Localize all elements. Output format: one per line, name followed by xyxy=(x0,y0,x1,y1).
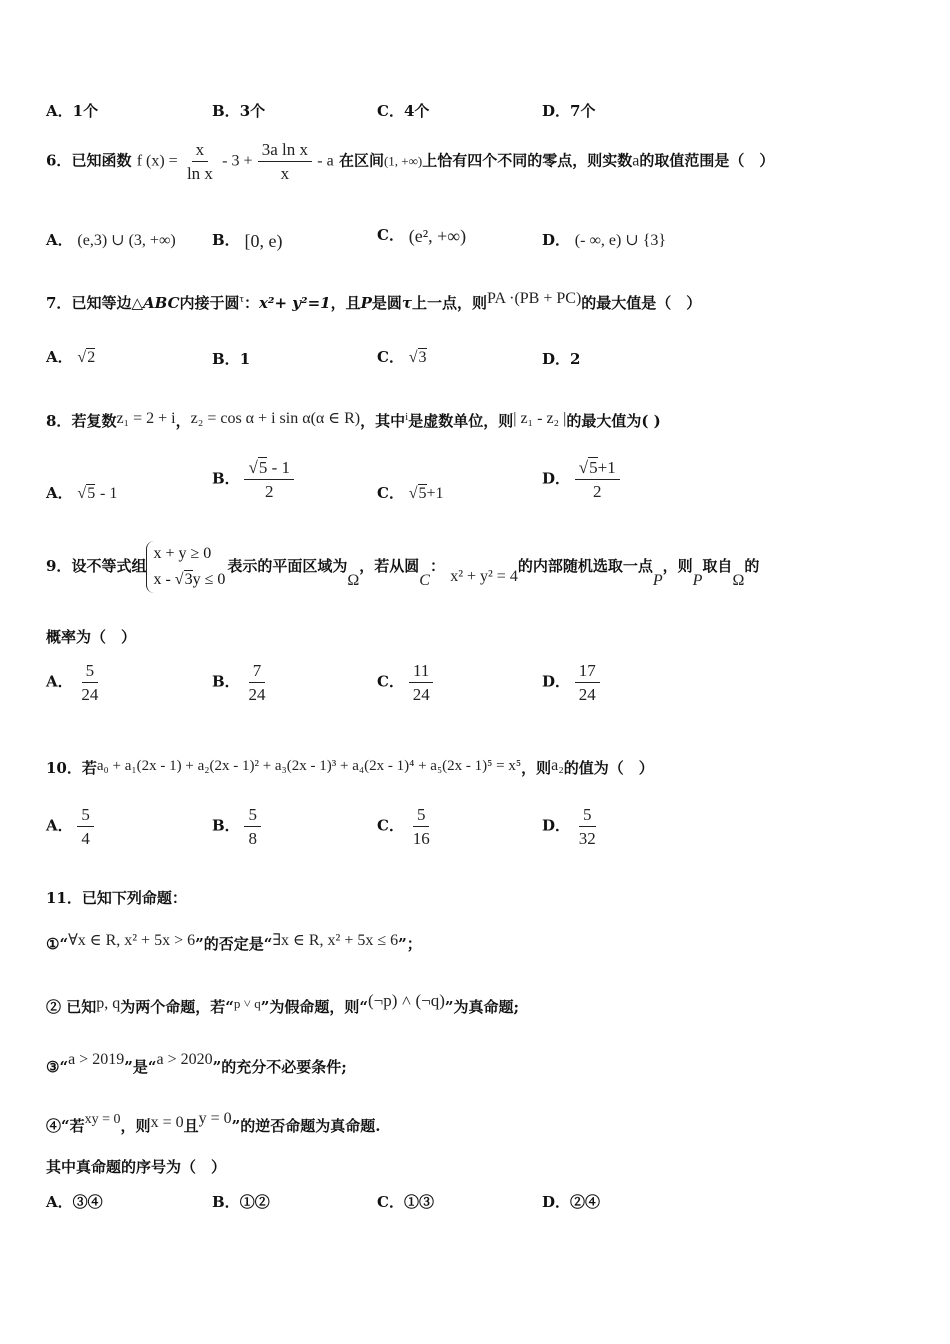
option-label: D． xyxy=(542,231,571,249)
question-11-ask xyxy=(46,1156,226,1178)
q10-option-c[interactable] xyxy=(377,805,434,848)
frac-num-tail: - 1 xyxy=(271,458,290,477)
q8-option-d[interactable] xyxy=(542,458,620,501)
option-label: A． xyxy=(46,672,73,691)
option-label: B． xyxy=(212,816,240,835)
question-text: 是圆 xyxy=(371,294,402,312)
q11-option-a[interactable] xyxy=(46,1191,103,1213)
q9-option-a[interactable] xyxy=(46,661,102,704)
option-label: C． xyxy=(377,484,404,502)
frac-den: 24 xyxy=(578,685,596,704)
math-expr: τ xyxy=(401,294,412,312)
question-text: ： xyxy=(243,294,259,312)
math-expr: z₂ = cos α + i sin α(α ∈ R) xyxy=(190,410,361,427)
question-text: 若复数 xyxy=(71,412,117,430)
fraction xyxy=(183,140,217,183)
q5-option-a[interactable] xyxy=(46,100,98,122)
q6-option-c[interactable] xyxy=(377,224,466,247)
option-text: 4个 xyxy=(403,102,430,120)
question-text: 的内部随机选取一点 xyxy=(517,557,653,575)
option-label: D． xyxy=(542,816,571,835)
frac-num: x xyxy=(192,140,209,162)
option-label: D． xyxy=(542,672,571,691)
fraction xyxy=(575,458,620,501)
question-text: 上一点，则 xyxy=(412,294,488,312)
frac-den: x xyxy=(280,164,290,183)
question-text: 表示的平面区域为 xyxy=(227,557,348,575)
q10-option-d[interactable] xyxy=(542,805,600,848)
question-number: 11． xyxy=(46,889,82,907)
q5-option-d[interactable] xyxy=(542,100,595,122)
math-expr: x²+ y²=1 xyxy=(258,294,331,312)
math-expr: f (x) = xyxy=(136,152,178,170)
frac-num: 5 xyxy=(82,661,99,683)
question-text: 的 xyxy=(744,557,760,575)
q9-option-c[interactable] xyxy=(377,661,434,704)
q7-option-b[interactable] xyxy=(212,348,250,370)
statement-text: ，则 xyxy=(120,1117,151,1135)
question-text: ： xyxy=(429,557,445,575)
math-expr: x² + y² = 4 xyxy=(450,568,518,585)
radicand: 3 xyxy=(184,571,193,588)
inequality: x + y ≥ 0 xyxy=(153,545,212,562)
sqrt: √5 xyxy=(408,485,427,502)
question-text: 在区间 xyxy=(338,151,384,170)
question-text: 上恰有四个不同的零点，则实数 xyxy=(422,151,633,170)
frac-num: 5 xyxy=(579,805,596,827)
radicand: 5 xyxy=(589,458,598,477)
math-expr: a₀ + a₁(2x - 1) + a₂(2x - 1)² + a₃(2x - 1)³ + a₄(2x - 1)⁴ + a₅(2x - 1)⁵ = x⁵ xyxy=(96,758,522,774)
option-label: A． xyxy=(46,816,73,835)
radicand: 5 xyxy=(87,485,96,502)
option-label: D． xyxy=(542,1193,571,1211)
option-text: ③④ xyxy=(72,1193,103,1211)
frac-num: 5 xyxy=(77,805,94,827)
math-expr: ∃x ∈ R, x² + 5x ≤ 6 xyxy=(272,932,399,949)
question-11 xyxy=(46,887,187,909)
inequality-system: x + y ≥ 0 x - √3y ≤ 0 xyxy=(146,541,227,593)
question-10 xyxy=(46,755,654,779)
question-number: 7． xyxy=(46,294,72,312)
math-expr: xy = 0 xyxy=(84,1112,121,1127)
math-expr: - a xyxy=(317,152,334,170)
math-expr: y = 0 xyxy=(198,1110,232,1127)
inequality: y ≤ 0 xyxy=(192,571,226,588)
frac-den: 2 xyxy=(264,482,274,501)
statement-1 xyxy=(46,930,422,955)
option-label: C． xyxy=(377,672,404,691)
option-label: C． xyxy=(377,226,404,244)
q8-option-b[interactable] xyxy=(212,458,294,501)
question-text: ，且 xyxy=(330,294,361,312)
fraction xyxy=(258,140,312,183)
math-expr: Ω xyxy=(347,572,360,589)
math-expr: Ω xyxy=(732,572,745,589)
math-expr: | z₁ - z₂ | xyxy=(513,410,567,427)
q11-option-d[interactable] xyxy=(542,1191,600,1213)
option-label: B． xyxy=(212,102,240,120)
option-label: C． xyxy=(377,816,404,835)
frac-den: 32 xyxy=(578,829,596,848)
statement-text: ”为真命题; xyxy=(444,998,520,1016)
question-text: ，若从圆 xyxy=(359,557,420,575)
q5-option-c[interactable] xyxy=(377,100,429,122)
math-expr: ABC xyxy=(142,294,180,312)
frac-den: 24 xyxy=(81,685,99,704)
question-text: 概率为（ ） xyxy=(46,628,137,646)
option-math: (- ∞, e) ∪ {3} xyxy=(574,232,667,249)
frac-den: 8 xyxy=(248,829,257,848)
radicand: 2 xyxy=(87,349,96,366)
math-expr: P xyxy=(360,294,372,312)
fraction xyxy=(575,661,600,704)
math-expr: p ˅ q xyxy=(233,996,261,1011)
option-label: B． xyxy=(212,1193,240,1211)
option-label: A． xyxy=(46,231,73,249)
math-expr: C xyxy=(419,572,430,589)
math-expr: a > 2019 xyxy=(68,1051,125,1068)
fraction xyxy=(409,805,434,848)
math-expr: ∀x ∈ R, x² + 5x > 6 xyxy=(68,932,196,949)
math-expr: (¬p) ˄ (¬q) xyxy=(367,991,445,1010)
statement-text: ①“ xyxy=(46,935,69,953)
statement-text: ③“ xyxy=(46,1058,69,1076)
fraction xyxy=(575,805,600,848)
fraction xyxy=(244,661,269,704)
option-label: A． xyxy=(46,348,73,366)
option-math: - 1 xyxy=(99,485,118,502)
frac-den: 16 xyxy=(412,829,430,848)
q6-option-a[interactable] xyxy=(46,229,176,252)
question-number: 6． xyxy=(46,151,72,170)
q7-option-a[interactable] xyxy=(46,346,95,369)
question-text: 内接于圆 xyxy=(179,294,240,312)
math-expr: P xyxy=(652,572,663,589)
option-label: B． xyxy=(212,469,240,488)
question-text: 已知等边△ xyxy=(71,294,143,312)
sqrt: √3 xyxy=(408,349,427,366)
option-label: A． xyxy=(46,102,73,120)
frac-num: 5 xyxy=(413,805,430,827)
frac-num: 17 xyxy=(575,661,600,683)
option-text: 1 xyxy=(239,350,251,368)
statement-text: ”是“ xyxy=(124,1058,157,1076)
frac-den: 24 xyxy=(248,685,266,704)
option-label: B． xyxy=(212,672,240,691)
math-expr: PA ·(PB + PC) xyxy=(487,290,582,307)
option-text: ②④ xyxy=(570,1193,601,1211)
option-label: D． xyxy=(542,350,571,368)
option-label: C． xyxy=(377,1193,404,1211)
option-text: 1个 xyxy=(72,102,99,120)
radicand: 5 xyxy=(418,485,427,502)
option-label: C． xyxy=(377,102,404,120)
frac-num: √5+1 xyxy=(575,458,620,480)
fraction xyxy=(244,458,294,501)
q7-option-d[interactable] xyxy=(542,348,580,370)
math-expr: i xyxy=(405,411,409,423)
sqrt: √2 xyxy=(77,349,96,366)
radicand: 5 xyxy=(258,458,268,477)
statement-4 xyxy=(46,1108,381,1137)
question-9-cont xyxy=(46,626,136,648)
question-text: 已知函数 xyxy=(71,151,132,170)
math-expr: a > 2020 xyxy=(156,1051,213,1068)
statement-text: 为两个命题，若“ xyxy=(120,998,234,1016)
question-text: 是虚数单位，则 xyxy=(408,412,514,430)
frac-num: 5 xyxy=(244,805,261,827)
question-text: 取自 xyxy=(702,557,733,575)
statement-text: ”为假命题，则“ xyxy=(260,998,368,1016)
option-label: B． xyxy=(212,231,240,249)
fraction xyxy=(409,661,434,704)
math-expr: P xyxy=(692,572,703,589)
math-expr: p, q xyxy=(96,995,121,1012)
question-text: 已知下列命题： xyxy=(81,889,187,907)
option-label: C． xyxy=(377,348,404,366)
option-text: 2 xyxy=(570,350,581,368)
question-text: 的最大值为( ) xyxy=(566,412,661,430)
option-math: (e,3) ∪ (3, +∞) xyxy=(77,232,176,249)
q10-option-a[interactable] xyxy=(46,805,94,848)
option-label: A． xyxy=(46,1193,73,1211)
math-expr: x = 0 xyxy=(150,1114,184,1131)
question-number: 9． xyxy=(46,557,72,575)
q6-option-b[interactable] xyxy=(212,229,282,252)
q5-option-b[interactable] xyxy=(212,100,265,122)
q9-option-d[interactable] xyxy=(542,661,600,704)
statement-3 xyxy=(46,1049,347,1078)
statement-text: ④“若 xyxy=(46,1117,85,1135)
question-text: 的最大值是（ ） xyxy=(581,294,702,312)
fraction xyxy=(77,805,94,848)
question-8 xyxy=(46,406,661,432)
option-text: ①② xyxy=(239,1193,270,1211)
q8-option-a[interactable] xyxy=(46,482,117,505)
statement-text: ”的充分不必要条件; xyxy=(212,1058,347,1076)
question-number: 8． xyxy=(46,412,72,430)
math-expr: (1, +∞) xyxy=(383,153,423,169)
option-math: +1 xyxy=(426,485,444,502)
frac-den: 4 xyxy=(81,829,90,848)
question-text: 的值为（ ） xyxy=(563,759,654,777)
statement-2 xyxy=(46,990,519,1018)
q8-option-c[interactable] xyxy=(377,482,444,505)
statement-text: ”； xyxy=(398,935,422,953)
question-text: ，则 xyxy=(521,759,552,777)
frac-num: 7 xyxy=(249,661,266,683)
question-text: ， xyxy=(175,412,191,430)
math-expr: a₂ xyxy=(551,757,564,774)
frac-den: ln x xyxy=(186,164,213,183)
q11-option-c[interactable] xyxy=(377,1191,434,1213)
question-text: ，其中 xyxy=(360,412,406,430)
inequality: x - xyxy=(153,571,175,588)
statement-text: ”的逆否命题为真命题. xyxy=(231,1117,381,1135)
q11-option-b[interactable] xyxy=(212,1191,270,1213)
frac-num: 3a ln x xyxy=(258,140,312,162)
radicand: 3 xyxy=(418,349,427,366)
question-number: 10． xyxy=(46,759,82,777)
question-text: 其中真命题的序号为（ ） xyxy=(46,1158,227,1176)
question-text: 若 xyxy=(81,759,97,777)
question-6 xyxy=(46,140,774,183)
question-text: 的取值范围是（ ） xyxy=(639,151,775,170)
question-text: ，则 xyxy=(662,557,693,575)
option-text: ①③ xyxy=(403,1193,434,1211)
option-label: D． xyxy=(542,102,571,120)
q7-option-c[interactable] xyxy=(377,346,427,369)
option-label: D． xyxy=(542,469,571,488)
frac-num: √5 - 1 xyxy=(244,458,294,480)
math-expr: - 3 + xyxy=(222,152,253,170)
option-math: (e², +∞) xyxy=(408,226,467,246)
statement-text: ② 已知 xyxy=(46,998,97,1016)
option-label: A． xyxy=(46,484,73,502)
math-expr: z₁ = 2 + i xyxy=(116,410,176,427)
math-expr: a xyxy=(632,152,640,170)
option-text: 3个 xyxy=(239,102,266,120)
question-9 xyxy=(46,541,759,593)
frac-num-tail: +1 xyxy=(597,458,616,477)
q10-option-b[interactable] xyxy=(212,805,261,848)
q6-option-d[interactable] xyxy=(542,229,666,252)
fraction xyxy=(77,661,102,704)
statement-text: 且 xyxy=(183,1117,199,1135)
option-text: 7个 xyxy=(570,102,596,120)
fraction xyxy=(244,805,261,848)
q9-option-b[interactable] xyxy=(212,661,269,704)
sqrt: √5 xyxy=(77,485,96,502)
frac-den: 24 xyxy=(412,685,430,704)
option-label: B． xyxy=(212,350,240,368)
option-math: [0, e) xyxy=(244,231,283,251)
frac-den: 2 xyxy=(593,482,602,501)
question-text: 设不等式组 xyxy=(71,557,147,575)
frac-num: 11 xyxy=(409,661,433,683)
question-7 xyxy=(46,288,701,314)
statement-text: ”的否定是“ xyxy=(195,935,273,953)
math-expr: τ xyxy=(239,293,244,305)
